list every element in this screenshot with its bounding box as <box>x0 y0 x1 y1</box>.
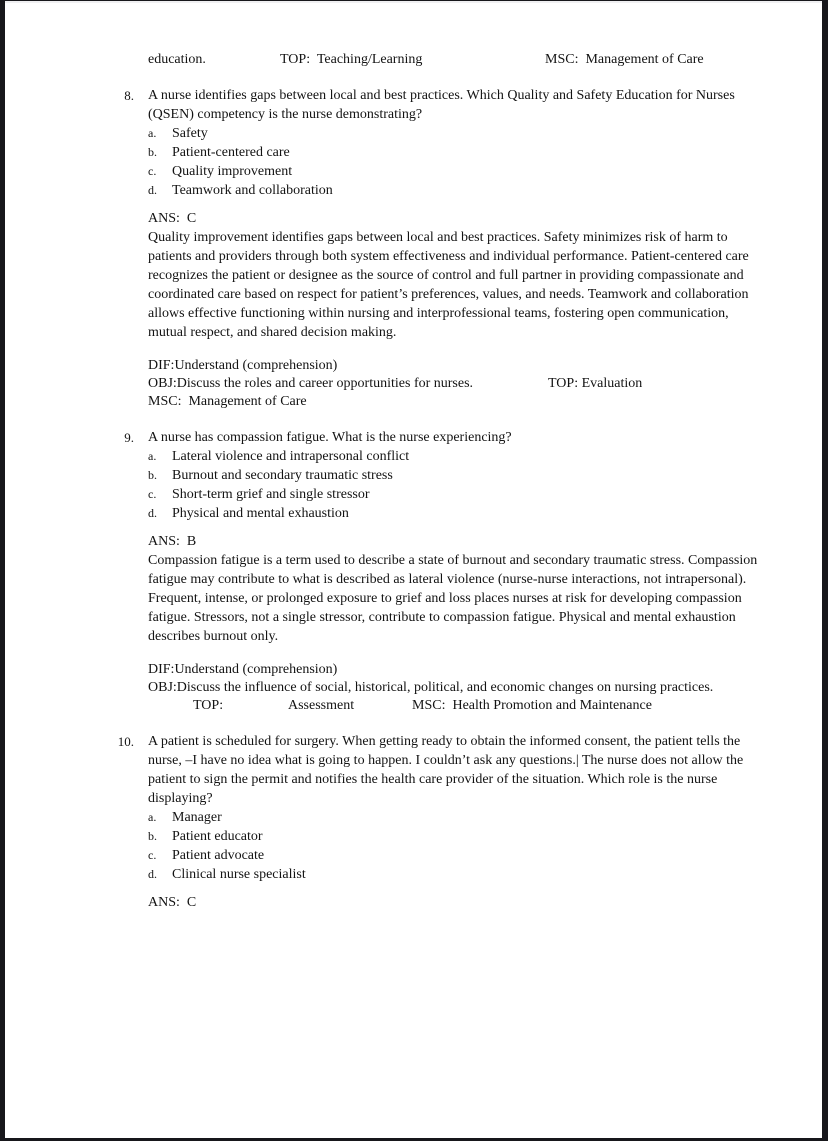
question-stem: A nurse identifies gaps between local and best practices. Which Quality and Safety Education for Nurses (QSEN) competency is the nurse demonstrating? <box>148 88 735 122</box>
meta-obj-line <box>148 679 770 697</box>
option-letter: d. <box>148 183 157 197</box>
meta-dif-text: DIF:Understand (comprehension) <box>148 662 338 677</box>
header-meta-line <box>148 50 770 69</box>
option-row <box>148 181 770 200</box>
question-number: 9. <box>124 430 134 445</box>
meta-top-label: TOP: <box>193 698 224 713</box>
option-letter: c. <box>148 848 157 862</box>
option-row <box>148 162 770 181</box>
question-stem: A nurse has compassion fatigue. What is the nurse experiencing? <box>148 430 512 445</box>
option-text: Short-term grief and single stressor <box>172 487 370 502</box>
question-meta <box>148 661 770 715</box>
meta-obj-text: OBJ:Discuss the roles and career opportunities for nurses. <box>148 376 474 391</box>
question-number: 8. <box>124 88 134 103</box>
option-row <box>148 808 770 827</box>
option-letter: c. <box>148 164 157 178</box>
option-row <box>148 124 770 143</box>
option-text: Manager <box>172 810 222 825</box>
option-text: Patient-centered care <box>172 145 290 160</box>
meta-dif-line <box>148 661 770 679</box>
question-meta <box>148 357 770 411</box>
option-letter: b. <box>148 468 157 482</box>
option-row <box>148 466 770 485</box>
document-content <box>117 50 770 912</box>
meta-msc-text: MSC: Health Promotion and Maintenance <box>412 698 652 713</box>
option-letter: d. <box>148 506 157 520</box>
rationale-text: Compassion fatigue is a term used to describe a state of burnout and secondary traumatic stress. Compassion fatigue may contribute to what is described as lateral violence (nurse-nurse interactions, not intrapersonal). Frequent, intense, or prolonged exposure to grief and loss places nurses at risk for developing compassion fatigue. Stressors, not a single stressor, contribute to compassion fatigue. Physical and mental exhaustion describes burnout only. <box>148 553 758 644</box>
question-number: 10. <box>117 734 134 749</box>
meta-top-text: TOP: Teaching/Learning <box>280 52 423 67</box>
answer-line: ANS: C <box>148 211 197 226</box>
question-9 <box>124 428 770 715</box>
option-text: Physical and mental exhaustion <box>172 506 349 521</box>
answer-line: ANS: B <box>148 534 197 549</box>
option-row <box>148 846 770 865</box>
meta-dif-line <box>148 357 770 375</box>
meta-top-line <box>148 697 770 715</box>
meta-dif-text: DIF:Understand (comprehension) <box>148 358 338 373</box>
option-letter: a. <box>148 810 157 824</box>
option-row <box>148 143 770 162</box>
option-row <box>148 865 770 884</box>
option-text: Teamwork and collaboration <box>172 183 333 198</box>
option-letter: a. <box>148 449 157 463</box>
option-row <box>148 504 770 523</box>
meta-top-text: TOP: Evaluation <box>548 376 643 391</box>
document-page <box>5 1 822 1138</box>
meta-obj-text: OBJ:Discuss the influence of social, historical, political, and economic changes on nursing practices. <box>148 680 714 695</box>
option-letter: a. <box>148 126 157 140</box>
option-text: Patient educator <box>172 829 263 844</box>
meta-top-value: Assessment <box>288 698 355 713</box>
meta-msc-line <box>148 393 770 411</box>
meta-msc-text: MSC: Management of Care <box>545 52 704 67</box>
option-text: Burnout and secondary traumatic stress <box>172 468 393 483</box>
option-row <box>148 485 770 504</box>
meta-msc-text: MSC: Management of Care <box>148 394 307 409</box>
option-letter: b. <box>148 829 157 843</box>
question-10 <box>117 732 770 912</box>
option-text: Lateral violence and intrapersonal conflict <box>172 449 410 464</box>
option-letter: d. <box>148 867 157 881</box>
question-8 <box>124 86 770 411</box>
rationale-text: Quality improvement identifies gaps between local and best practices. Safety minimizes risk of harm to patients and providers through both system effectiveness and individual performance. Patient-centered care recognizes the patient or designee as the source of control and full partner in providing compassionate and coordinated care based on respect for patient’s preferences, values, and needs. Teamwork and collaboration allows effective functioning within nursing and interprofessional teams, fostering open communication, mutual respect, and shared decision making. <box>148 230 749 340</box>
option-text: Patient advocate <box>172 848 265 863</box>
option-text: Clinical nurse specialist <box>172 867 306 882</box>
question-stem: A patient is scheduled for surgery. When getting ready to obtain the informed consent, the patient tells the nurse, –I have no idea what is going to happen. I couldn’t ask any questions.| The nurse does not allow the patient to sign the permit and notifies the health care provider of the situation. Which role is the nurse displaying? <box>148 734 744 806</box>
answer-line: ANS: C <box>148 895 197 910</box>
option-text: Safety <box>172 126 208 141</box>
option-row <box>148 447 770 466</box>
meta-education-text: education. <box>148 52 206 67</box>
meta-obj-line <box>148 375 770 393</box>
option-text: Quality improvement <box>172 164 293 179</box>
option-letter: c. <box>148 487 157 501</box>
option-letter: b. <box>148 145 157 159</box>
option-row <box>148 827 770 846</box>
